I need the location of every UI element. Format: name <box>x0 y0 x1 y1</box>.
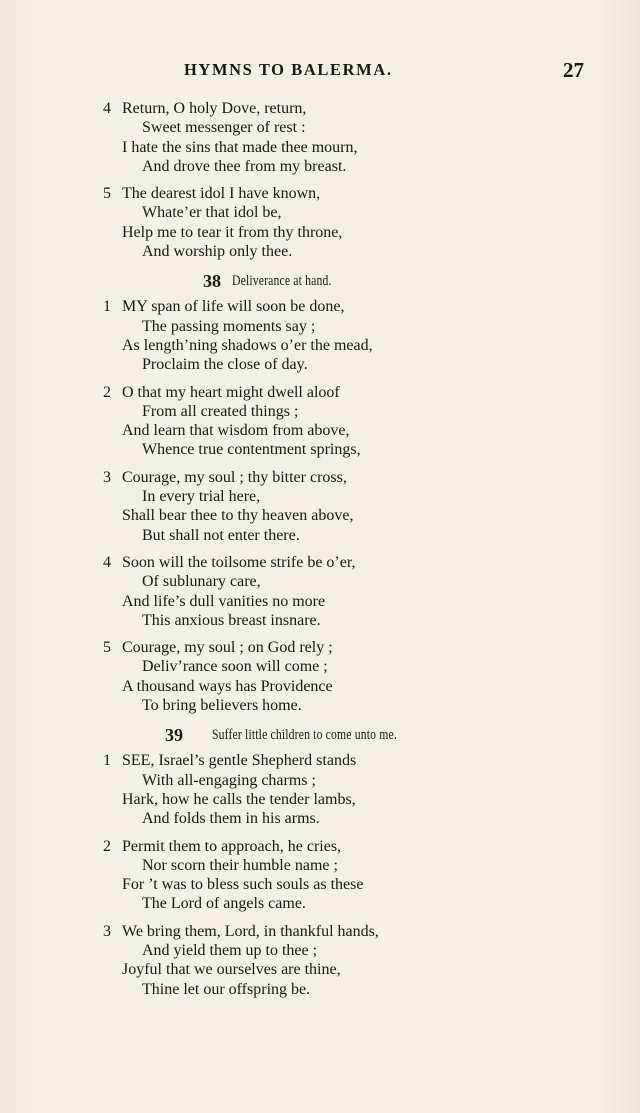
verse-line: Sweet messenger of rest : <box>142 119 306 137</box>
verse-line: Help me to tear it from thy throne, <box>122 223 343 241</box>
stanza-number: 4 <box>103 553 111 571</box>
stanza <box>0 922 640 999</box>
stanza <box>0 297 640 374</box>
verse-line: Shall bear thee to thy heaven above, <box>122 507 354 525</box>
verse-line: Hark, how he calls the tender lambs, <box>122 790 356 808</box>
verse-line: And yield them up to thee ; <box>142 941 318 959</box>
stanza-number: 1 <box>103 298 111 316</box>
running-title: HYMNS TO BALERMA. <box>184 60 393 79</box>
stanza <box>0 553 640 630</box>
verse-line: For ’t was to bless such souls as these <box>122 876 364 894</box>
verse-line: As length’ning shadows o’er the mead, <box>122 336 373 354</box>
verse-line: And worship only thee. <box>142 243 293 261</box>
hymn-content <box>0 99 640 1007</box>
stanza-number: 3 <box>103 922 111 940</box>
verse-line: Soon will the toilsome strife be o’er, <box>122 553 356 571</box>
verse-line: In every trial here, <box>142 488 261 506</box>
hymn-heading-39 <box>0 723 640 751</box>
verse-line: But shall not enter there. <box>142 526 300 544</box>
stanza-number: 5 <box>103 639 111 657</box>
stanza <box>0 638 640 715</box>
verse-line: Courage, my soul ; on God rely ; <box>122 639 333 657</box>
stanza <box>0 468 640 545</box>
running-head <box>0 58 640 84</box>
verse-line: And drove thee from my breast. <box>142 157 347 175</box>
verse-line: We bring them, Lord, in thankful hands, <box>122 922 379 940</box>
verse-line: With all-engaging charms ; <box>142 771 316 789</box>
stanza <box>0 383 640 460</box>
verse-line: Joyful that we ourselves are thine, <box>122 961 341 979</box>
page-number: 27 <box>563 58 584 82</box>
verse-line: The Lord of angels came. <box>142 895 306 913</box>
hymn-heading-38 <box>0 269 640 297</box>
hymn-title: Deliverance at hand. <box>232 273 332 290</box>
verse-line: To bring believers home. <box>142 697 302 715</box>
verse-line: Deliv’rance soon will come ; <box>142 658 328 676</box>
verse-line: Whate’er that idol be, <box>142 204 282 222</box>
verse-line: Thine let our offspring be. <box>142 980 311 998</box>
verse-line: Return, O holy Dove, return, <box>122 100 307 117</box>
verse-line: SEE, Israel’s gentle Shepherd stands <box>122 752 357 770</box>
stanza-number: 3 <box>103 468 111 486</box>
verse-line: The dearest idol I have known, <box>122 185 321 203</box>
verse-line: Of sublunary care, <box>142 573 261 591</box>
verse-line: I hate the sins that made thee mourn, <box>122 138 358 156</box>
stanza <box>0 751 640 828</box>
hymn-title: Suffer little children to come unto me. <box>212 727 397 744</box>
verse-line: Permit them to approach, he cries, <box>122 837 342 855</box>
stanza <box>0 184 640 261</box>
verse-line: From all created things ; <box>142 402 299 420</box>
verse-line: MY span of life will soon be done, <box>122 298 345 316</box>
stanza-number: 5 <box>103 185 111 203</box>
stanza <box>0 99 640 176</box>
hymn-number: 38 <box>203 271 221 292</box>
verse-line: And learn that wisdom from above, <box>122 422 350 440</box>
verse-line: A thousand ways has Providence <box>122 677 333 695</box>
verse-line: And folds them in his arms. <box>142 810 320 828</box>
stanza <box>0 837 640 914</box>
stanza-number: 4 <box>103 100 111 117</box>
stanza-number: 1 <box>103 752 111 770</box>
stanza-number: 2 <box>103 383 111 401</box>
verse-line: O that my heart might dwell aloof <box>122 383 340 401</box>
verse-line: And life’s dull vanities no more <box>122 592 326 610</box>
stanza-number: 2 <box>103 837 111 855</box>
verse-line: The passing moments say ; <box>142 317 316 335</box>
verse-line: Whence true contentment springs, <box>142 441 361 459</box>
verse-line: Nor scorn their humble name ; <box>142 856 338 874</box>
hymn-number: 39 <box>165 725 183 746</box>
verse-line: Proclaim the close of day. <box>142 356 308 374</box>
verse-line: This anxious breast insnare. <box>142 611 321 629</box>
verse-line: Courage, my soul ; thy bitter cross, <box>122 468 347 486</box>
